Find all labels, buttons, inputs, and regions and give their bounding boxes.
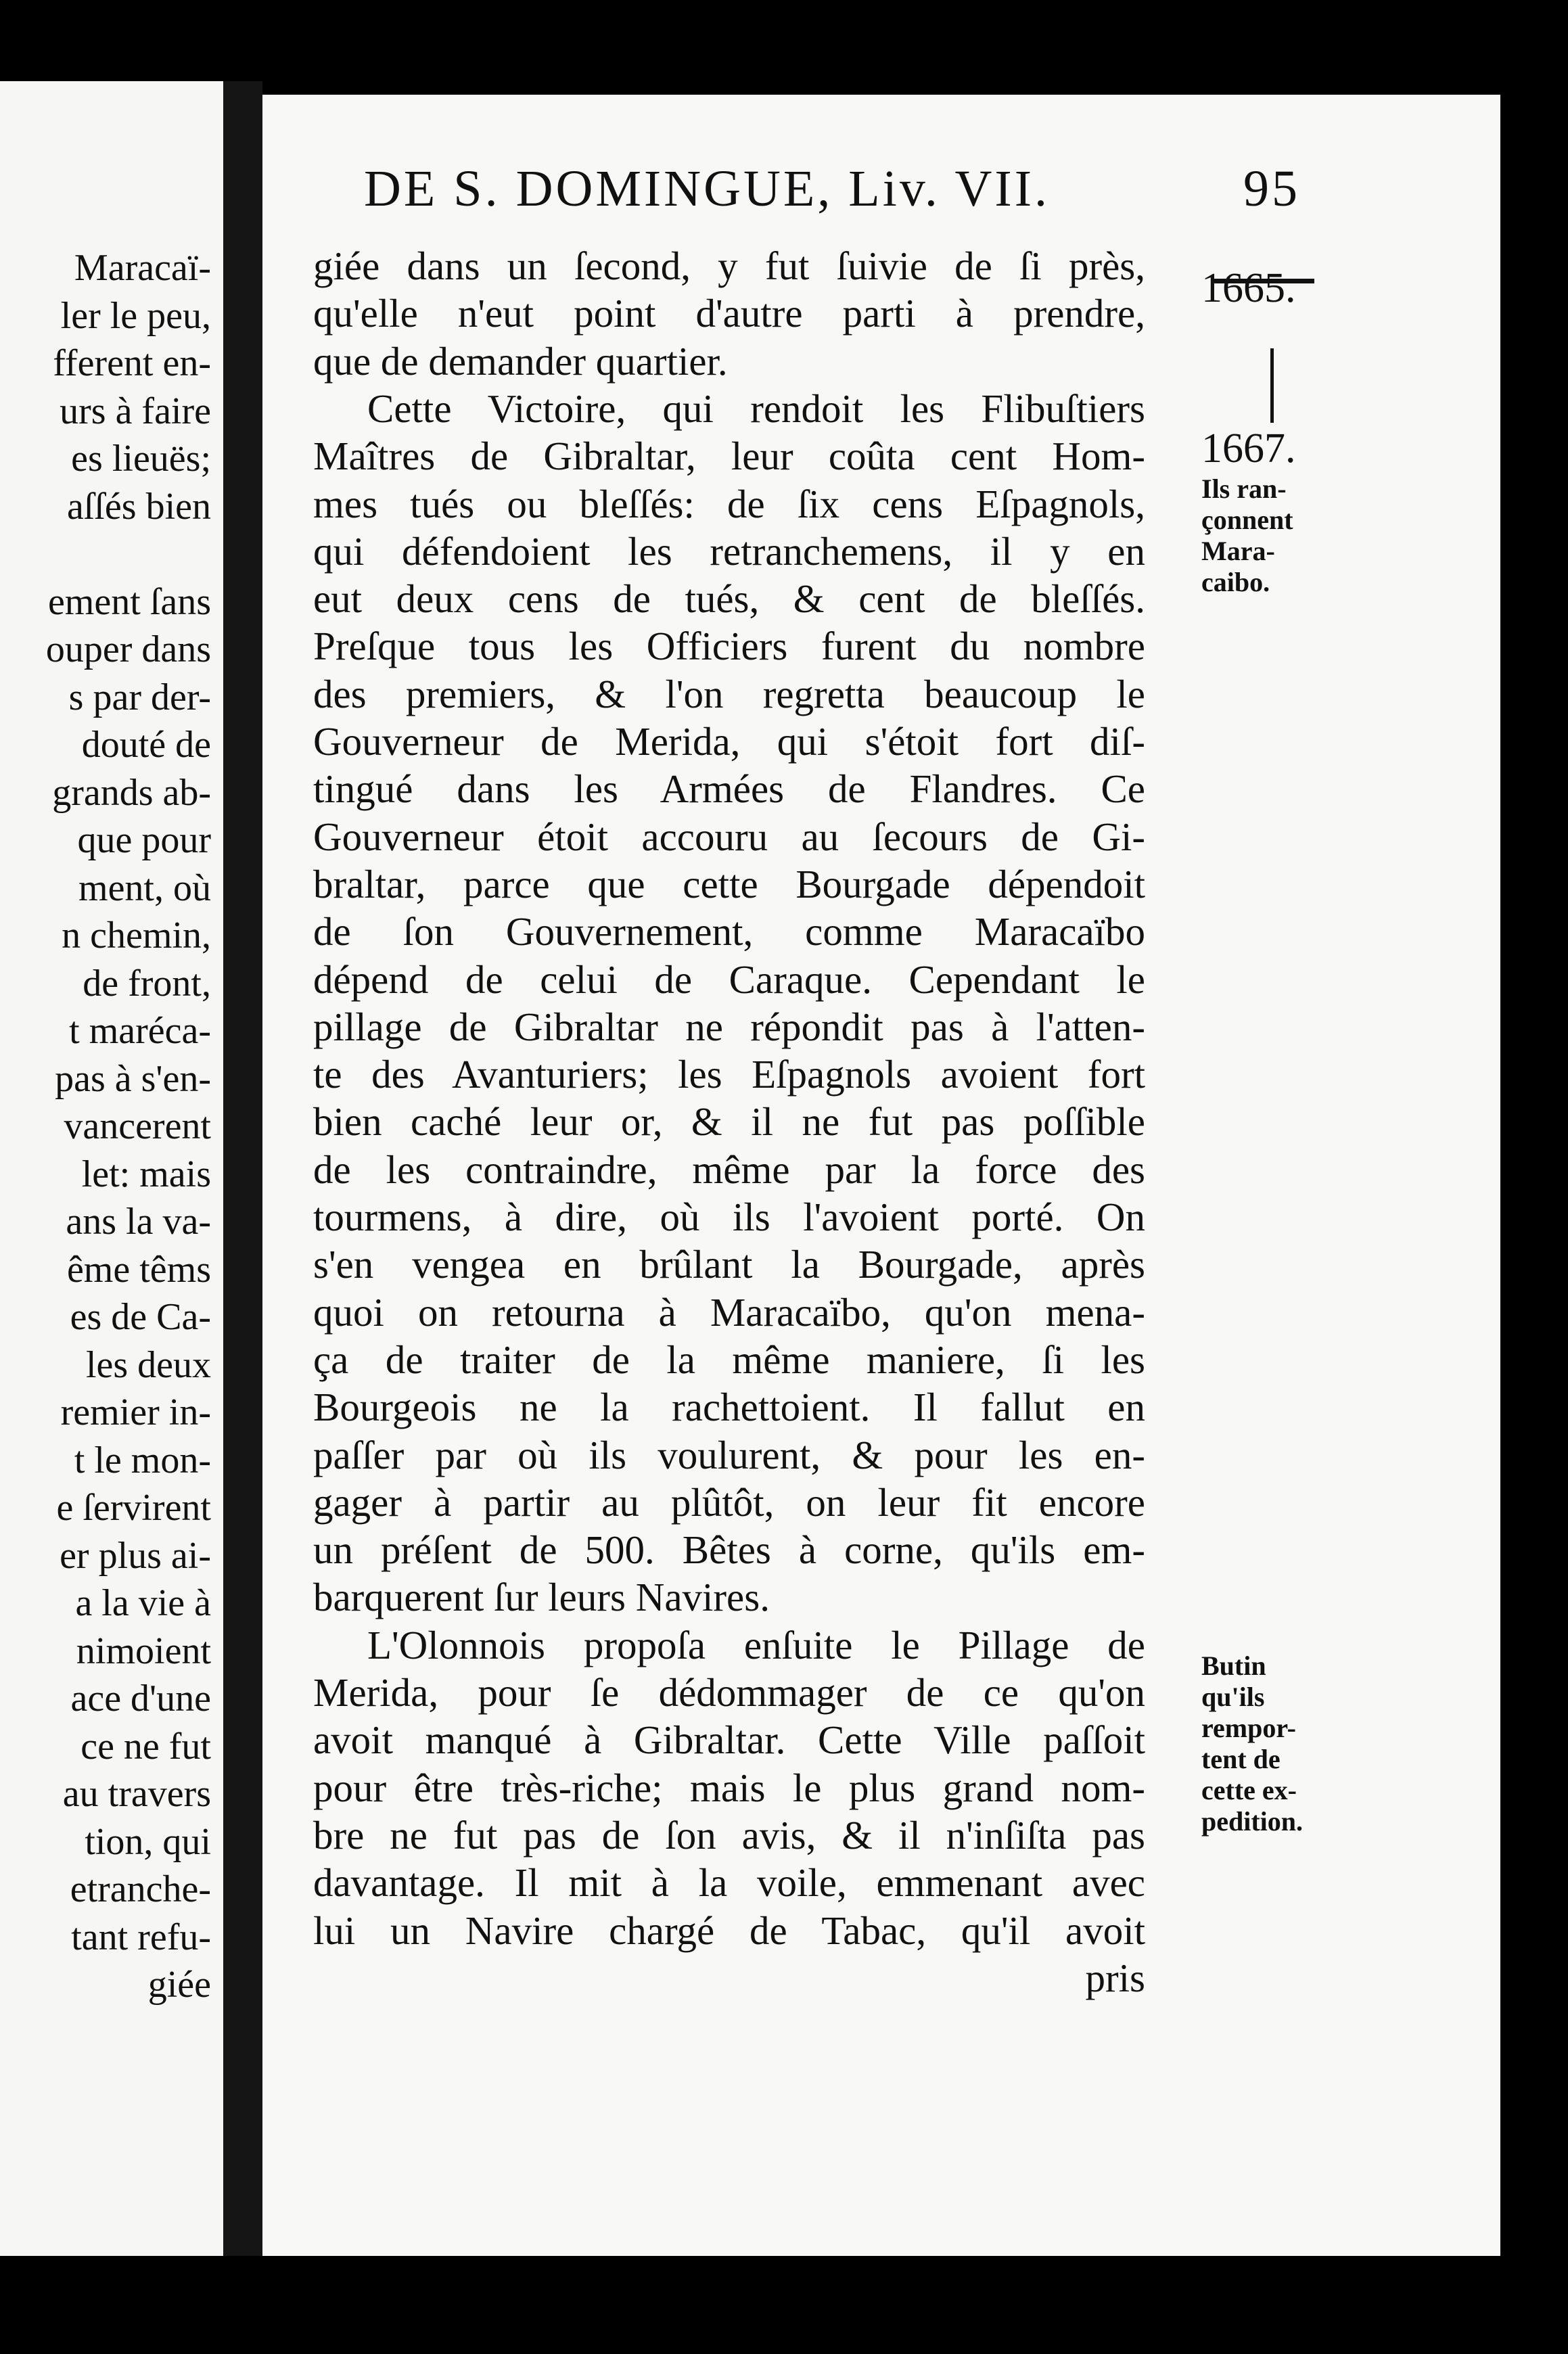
left-page-fragment: let: mais	[81, 1153, 211, 1195]
margin-note-line: Mara-	[1201, 536, 1275, 566]
margin-note-line: caibo.	[1201, 567, 1270, 597]
margin-note-line: rempor-	[1201, 1713, 1296, 1743]
text-line: tourmens, à dire, où ils l'avoient porté. On	[313, 1195, 1145, 1239]
left-page-fragment: fferent en-	[53, 342, 211, 384]
left-page-fragment: au travers	[62, 1773, 211, 1815]
left-page-fragment: pas à s'en-	[55, 1057, 211, 1100]
text-line: Preſque tous les Officiers furent du nombre	[313, 624, 1145, 669]
text-line: bien caché leur or, & il ne fut pas poſſible	[313, 1099, 1145, 1145]
left-page-fragment: ans la va-	[66, 1201, 211, 1243]
text-line: un préſent de 500. Bêtes à corne, qu'ils em-	[313, 1527, 1145, 1573]
left-page-fragment: Maracaï-	[74, 247, 211, 289]
left-page-fragment: ce ne fut	[80, 1725, 211, 1768]
margin-note-line: Ils ran-	[1201, 474, 1287, 504]
margin-note-line: cette ex-	[1201, 1775, 1297, 1805]
left-page-fragment: t le mon-	[74, 1439, 211, 1481]
text-line: Gouverneur étoit accouru au ſecours de Gi-	[313, 814, 1145, 859]
left-page-fragment: etranche-	[70, 1868, 211, 1910]
text-line: qu'elle n'eut point d'autre parti à prendre,	[313, 291, 1145, 336]
left-page-fragment: que pour	[77, 819, 211, 861]
left-page-fragment: ler le peu,	[60, 294, 211, 337]
text-line: s'en vengea en brûlant la Bourgade, après	[313, 1242, 1145, 1287]
margin-note-line: çonnent	[1201, 505, 1293, 535]
margin-note-line: qu'ils	[1201, 1682, 1265, 1712]
margin-year-end: 1667.	[1201, 425, 1296, 471]
left-page-fragment: a la vie à	[75, 1582, 211, 1624]
left-page-fragment: vancerent	[64, 1105, 211, 1147]
page-number: 95	[1243, 160, 1300, 217]
left-page-fragment: er plus ai-	[60, 1534, 211, 1577]
text-line: pour être très-riche; mais le plus grand nom-	[313, 1765, 1145, 1810]
running-title: DE S. DOMINGUE, Liv. VII.	[364, 160, 1051, 217]
left-page-fragment: t maréca-	[69, 1010, 211, 1052]
left-page-fragment: e ſervirent	[56, 1487, 211, 1529]
text-line: gager à partir au plûtôt, on leur fit encore	[313, 1479, 1145, 1525]
margin-note-line: Butin	[1201, 1651, 1266, 1681]
text-line: bre ne fut pas de ſon avis, & il n'inſiſta pas	[313, 1812, 1145, 1857]
text-line: dépend de celui de Caraque. Cependant le	[313, 956, 1145, 1002]
text-line: Merida, pour ſe dédommager de ce qu'on	[313, 1670, 1145, 1715]
book-gutter	[223, 81, 262, 2256]
left-page-fragment: urs à faire	[60, 390, 211, 432]
text-line: de ſon Gouvernement, comme Maracaïbo	[313, 909, 1145, 954]
left-page-fragment: ment, où	[78, 867, 211, 909]
left-page-fragment: ement ſans	[47, 580, 211, 623]
left-page-fragment: n chemin,	[62, 915, 211, 956]
text-line: pillage de Gibraltar ne répondit pas à l'atten-	[313, 1004, 1145, 1049]
left-page-fragment: s par der-	[68, 676, 211, 718]
left-page-fragment: nimoient	[76, 1630, 211, 1672]
left-page-fragment: tion, qui	[85, 1820, 211, 1863]
left-page-fragment: ace d'une	[70, 1678, 211, 1720]
running-header	[364, 160, 1487, 218]
text-line: giée dans un ſecond, y fut ſuivie de ſi près,	[313, 244, 1145, 288]
text-line: quoi on retourna à Maracaïbo, qu'on mena-	[313, 1289, 1145, 1335]
text-line: mes tués ou bleſſés: de ſix cens Eſpagnols,	[313, 481, 1145, 526]
left-page-fragment: grands ab-	[52, 771, 211, 814]
text-line: Maîtres de Gibraltar, leur coûta cent Hom-	[313, 434, 1145, 479]
text-line: tingué dans les Armées de Flandres. Ce	[313, 766, 1145, 812]
left-page-fragment: tant refu-	[71, 1916, 211, 1958]
left-page-fragment: les deux	[85, 1343, 211, 1386]
margin-note-line: pedition.	[1201, 1806, 1304, 1837]
text-line: lui un Navire chargé de Tabac, qu'il avoit	[313, 1908, 1145, 1953]
text-line: paſſer par où ils voulurent, & pour les en-	[313, 1432, 1145, 1477]
text-line: eut deux cens de tués, & cent de bleſſés.	[313, 576, 1145, 622]
text-line: braltar, parce que cette Bourgade dépendoit	[313, 861, 1145, 906]
text-line: pris	[1085, 1955, 1145, 2000]
text-line: Cette Victoire, qui rendoit les Flibuſtiers	[367, 386, 1145, 431]
text-line: te des Avanturiers; les Eſpagnols avoient fort	[313, 1052, 1145, 1097]
left-page-fragment: es lieuës;	[71, 438, 211, 480]
text-line: ça de traiter de la même maniere, ſi les	[313, 1337, 1145, 1382]
text-line: de les contraindre, même par la force des	[313, 1147, 1145, 1192]
left-page-fragment: aſſés bien	[66, 485, 211, 528]
text-line: que de demander quartier.	[313, 338, 728, 384]
text-line: avoit manqué à Gibraltar. Cette Ville paſſoit	[313, 1717, 1145, 1763]
left-page-fragment: remier in-	[60, 1391, 211, 1433]
book-page	[262, 95, 1500, 2256]
left-page-fragment: ême têms	[66, 1248, 211, 1291]
left-facing-page	[0, 81, 223, 2256]
margin-year-start: 1665.	[1201, 265, 1296, 311]
left-page-fragment: es de Ca-	[70, 1296, 211, 1338]
margin-note-line: tent de	[1201, 1744, 1281, 1774]
text-line: des premiers, & l'on regretta beaucoup le	[313, 671, 1145, 716]
left-page-fragment: giée	[147, 1964, 211, 2006]
left-page-fragment: de front,	[83, 962, 211, 1005]
margin-year-range-bar	[1270, 348, 1274, 423]
text-line: Gouverneur de Merida, qui s'étoit fort diſ-	[313, 719, 1145, 764]
text-line: Bourgeois ne la rachettoient. Il fallut en	[313, 1385, 1145, 1430]
text-line: qui défendoient les retranchemens, il y en	[313, 528, 1145, 574]
margin-note-ransom	[1201, 474, 1293, 598]
text-line: L'Olonnois propoſa enſuite le Pillage de	[367, 1622, 1145, 1667]
margin-note-booty	[1201, 1651, 1303, 1837]
text-line: barquerent ſur leurs Navires.	[313, 1575, 770, 1620]
text-line: davantage. Il mit à la voile, emmenant avec	[313, 1860, 1145, 1906]
left-page-fragment: douté de	[81, 724, 211, 766]
left-page-fragment: ouper dans	[45, 628, 211, 670]
